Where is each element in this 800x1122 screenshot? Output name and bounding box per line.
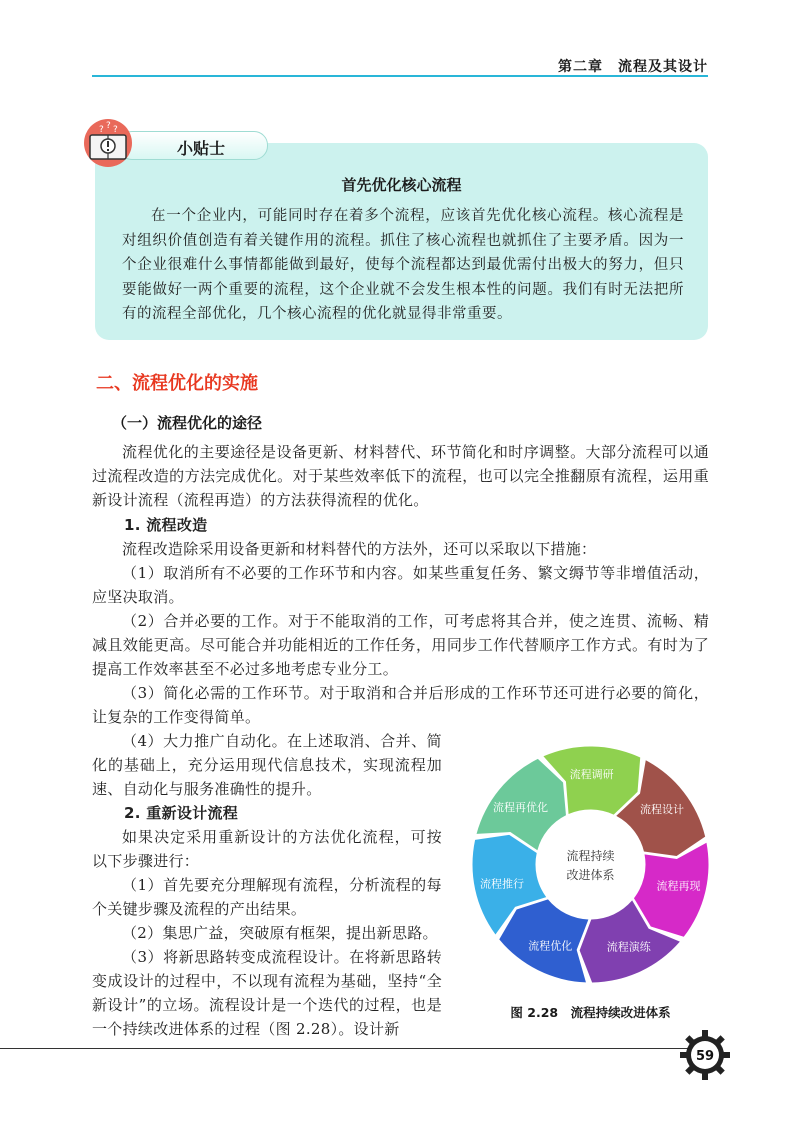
page-number: 59 <box>695 1049 715 1064</box>
tip-tab <box>118 131 268 160</box>
cycle-segment-label: 流程调研 <box>569 768 614 782</box>
cycle-diagram <box>468 742 713 987</box>
lightbulb-question-icon <box>82 117 134 169</box>
part2-heading: 2. 重新设计流程 <box>124 804 239 822</box>
tip-tab-label: 小贴士 <box>177 139 226 158</box>
svg-text:?: ? <box>99 125 104 135</box>
page-number-gear-icon <box>680 1030 730 1080</box>
part2-item: （3）将新思路转变成流程设计。在将新思路转变成设计的过程中，不以现有流程为基础，坚持“全新设计”的立场。流程设计是一个迭代的过程，也是一个持续改进体系的过程（图 2.28）。设计新 <box>92 948 442 1038</box>
cycle-center <box>539 813 643 917</box>
part2-lead: 如果决定采用重新设计的方法优化流程，可按以下步骤进行： <box>92 828 442 870</box>
part1-item: （3）简化必需的工作环节。对于取消和合并后形成的工作环节还可进行必要的简化，让复杂的工作变得简单。 <box>92 684 709 726</box>
part1-heading: 1. 流程改造 <box>124 516 208 534</box>
page-header <box>0 0 800 80</box>
figure-caption: 图 2.28 流程持续改进体系 <box>510 1005 671 1020</box>
part2-item: （2）集思广益，突破原有框架，提出新思路。 <box>122 924 438 942</box>
tip-body: 在一个企业内，可能同时存在着多个流程，应该首先优化核心流程。核心流程是对组织价值创造有着关键作用的流程。抓住了核心流程也就抓住了主要矛盾。因为一个企业很难什么事情都能做到最好，使每个流程都达到最优需付出极大的努力，但只要能做好一两个重要的流程，这个企业就不会发生根本性的问题。我们有时无法把所有的流程全部优化，几个核心流程的优化就显得非常重要。 <box>122 208 684 322</box>
cycle-svg <box>468 742 713 987</box>
part2-item: （1）首先要充分理解现有流程，分析流程的每个关键步骤及流程的产出结果。 <box>92 876 442 918</box>
cycle-center-line2: 改进体系 <box>566 868 615 882</box>
cycle-segment-label: 流程再优化 <box>492 801 548 815</box>
svg-text:?: ? <box>113 125 118 135</box>
footer-rule <box>0 1048 690 1049</box>
cycle-segment-label: 流程优化 <box>528 939 573 953</box>
intro-paragraph: 流程优化的主要途径是设备更新、材料替代、环节简化和时序调整。大部分流程可以通过流程改造的方法完成优化。对于某些效率低下的流程，也可以完全推翻原有流程，运用重新设计流程（流程再造）的方法获得流程的优化。 <box>92 443 709 509</box>
cycle-segment-label: 流程再现 <box>656 879 701 893</box>
cycle-center-line1: 流程持续 <box>566 849 615 863</box>
part1-item: （2）合并必要的工作。对于不能取消的工作，可考虑将其合并，使之连贯、流畅、精减且效能更高。尽可能合并功能相近的工作任务，用同步工作代替顺序工作方式。有时为了提高工作效率甚至不必过多地考虑专业分工。 <box>92 612 709 678</box>
header-rule <box>92 75 708 77</box>
svg-text:?: ? <box>106 121 111 131</box>
tip-title: 首先优化核心流程 <box>341 176 462 194</box>
chapter-title: 第二章 流程及其设计 <box>558 59 708 75</box>
cycle-segment-label: 流程推行 <box>480 877 525 891</box>
part1-lead: 流程改造除采用设备更新和材料替代的方法外，还可以采取以下措施： <box>122 540 597 558</box>
part1-item: （4）大力推广自动化。在上述取消、合并、简化的基础上，充分运用现代信息技术，实现流程加速、自动化与服务准确性的提升。 <box>92 732 442 798</box>
part1-item: （1）取消所有不必要的工作环节和内容。如某些重复任务、繁文缛节等非增值活动，应坚决取消。 <box>92 564 709 606</box>
cycle-segment-label: 流程设计 <box>639 802 684 816</box>
cycle-segment-label: 流程演练 <box>606 940 651 954</box>
section-heading: 二、流程优化的实施 <box>96 373 258 394</box>
subsection-heading: （一）流程优化的途径 <box>112 414 263 432</box>
